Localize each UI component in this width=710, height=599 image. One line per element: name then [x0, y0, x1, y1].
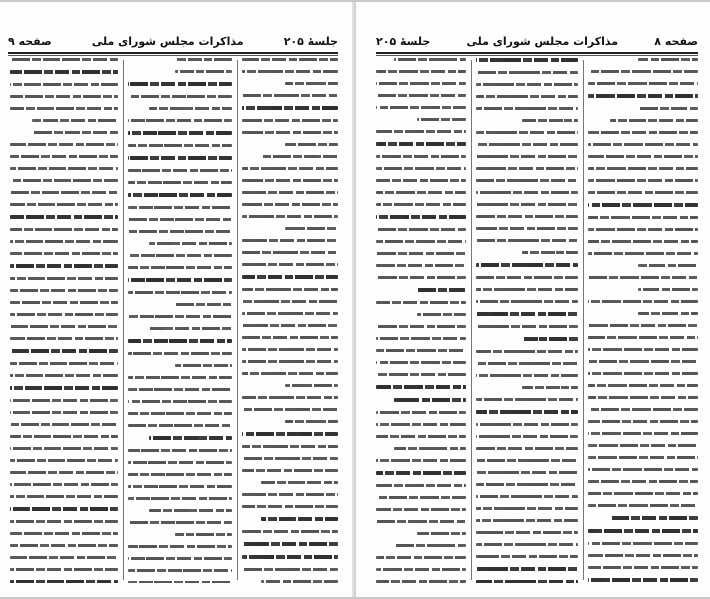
text-line [476, 519, 578, 522]
text-line [476, 567, 578, 571]
text-line [10, 471, 118, 474]
text-line [638, 264, 699, 267]
text-line [128, 497, 232, 500]
text-line [476, 507, 578, 510]
text-line [476, 167, 578, 170]
text-line [588, 203, 698, 207]
text-line [476, 239, 578, 242]
text-line [128, 206, 232, 209]
text-line [175, 58, 232, 61]
text-line [285, 82, 338, 85]
text-line [588, 432, 698, 435]
text-line [376, 94, 466, 97]
text-line [376, 240, 466, 243]
text-line [376, 520, 466, 523]
text-line [285, 143, 338, 146]
text-line [638, 312, 699, 315]
right-column-divider-1 [583, 60, 584, 580]
text-line [376, 496, 466, 499]
text-line [588, 167, 698, 170]
left-page [0, 0, 354, 599]
text-line [10, 544, 118, 547]
text-line [10, 411, 118, 414]
left-column-divider-2 [123, 60, 124, 580]
text-line [376, 70, 466, 73]
text-line [128, 278, 232, 282]
text-line [376, 508, 466, 511]
text-line [10, 191, 118, 194]
text-line [242, 94, 338, 97]
text-line [610, 516, 698, 520]
text-line [128, 181, 232, 184]
left-page-column-left [10, 58, 118, 583]
text-line [376, 580, 466, 583]
text-line [128, 473, 232, 476]
text-line [10, 580, 118, 583]
text-line [417, 532, 467, 535]
text-line [588, 542, 698, 545]
text-line [242, 348, 338, 351]
text-line [242, 432, 338, 436]
text-line [32, 119, 118, 122]
text-line [638, 107, 699, 110]
text-line [394, 447, 466, 450]
text-line [417, 118, 467, 121]
text-line [10, 70, 118, 74]
text-line [242, 530, 338, 533]
text-line [10, 399, 118, 402]
text-line [610, 119, 698, 122]
text-line [376, 325, 466, 328]
text-line [376, 435, 466, 438]
text-line [10, 289, 118, 292]
text-line [128, 461, 232, 464]
left-page-column-middle [128, 58, 232, 583]
text-line [10, 155, 118, 158]
text-line [376, 179, 466, 182]
text-line [10, 83, 118, 86]
text-line [242, 203, 338, 206]
text-line [476, 459, 578, 462]
text-line [10, 362, 118, 365]
text-line [376, 361, 466, 364]
text-line [476, 435, 578, 438]
text-line [588, 131, 698, 134]
text-line [10, 179, 118, 182]
text-line [128, 569, 232, 572]
text-line [376, 301, 466, 304]
text-line [588, 240, 698, 243]
text-line [242, 324, 338, 327]
right-header-rule [376, 52, 698, 54]
text-line [10, 386, 118, 390]
text-line [376, 215, 466, 219]
text-line [128, 376, 232, 379]
text-line [10, 301, 118, 304]
text-line [476, 300, 578, 303]
text-line [10, 107, 118, 110]
text-line [476, 580, 578, 583]
text-line [476, 276, 578, 279]
text-line [10, 240, 118, 243]
text-line [10, 325, 118, 328]
left-header-rule [8, 52, 338, 54]
text-line [128, 400, 232, 403]
text-line [476, 447, 578, 450]
text-line [261, 580, 338, 583]
text-line [10, 520, 118, 523]
text-line [242, 469, 338, 472]
text-line [588, 554, 698, 557]
text-line [376, 411, 466, 414]
text-line [128, 485, 232, 488]
text-line [10, 435, 118, 438]
text-line [588, 384, 698, 387]
right-column-divider-2 [471, 60, 472, 580]
text-line [10, 264, 118, 268]
text-line [128, 254, 232, 257]
text-line [10, 337, 118, 340]
text-line [10, 495, 118, 498]
text-line [128, 95, 232, 98]
text-line [376, 276, 466, 279]
text-line [128, 521, 232, 524]
text-line [394, 544, 466, 547]
text-line [128, 230, 232, 233]
text-line [128, 449, 232, 452]
text-line [476, 58, 578, 62]
text-line [376, 155, 466, 158]
left-header-rule-thin [8, 55, 338, 56]
text-line [588, 191, 698, 194]
text-line [476, 71, 578, 74]
text-line [242, 275, 338, 279]
text-line [128, 131, 232, 135]
text-line [376, 264, 466, 267]
right-page [356, 0, 710, 599]
text-line [588, 408, 698, 411]
text-line [476, 325, 578, 328]
text-line [242, 445, 338, 448]
text-line [588, 324, 698, 327]
text-line [638, 58, 699, 61]
text-line [128, 193, 232, 197]
text-line [376, 130, 466, 133]
text-line [376, 459, 466, 462]
text-line [588, 276, 698, 279]
text-line [242, 505, 338, 508]
text-line [242, 167, 338, 170]
text-line [10, 459, 118, 462]
text-line [376, 142, 466, 146]
text-line [10, 313, 118, 316]
text-line [476, 350, 578, 353]
text-line [588, 360, 698, 363]
text-line [476, 179, 578, 182]
text-line [417, 288, 467, 292]
text-line [242, 119, 338, 122]
text-line [261, 517, 338, 521]
text-line [376, 82, 466, 85]
text-line [376, 385, 466, 389]
text-line [476, 83, 578, 86]
text-line [128, 169, 232, 172]
text-line [476, 410, 578, 414]
text-line [376, 556, 466, 559]
text-line [476, 143, 578, 146]
text-line [476, 362, 578, 365]
text-line [242, 408, 338, 411]
text-line [242, 179, 338, 182]
text-line [10, 203, 118, 206]
text-line [10, 143, 118, 146]
text-line [588, 348, 698, 351]
text-line [10, 556, 118, 559]
text-line [128, 119, 232, 122]
text-line [10, 507, 118, 511]
text-line [522, 251, 578, 254]
text-line [285, 384, 338, 387]
text-line [588, 566, 698, 569]
text-line [10, 349, 118, 353]
text-line [476, 543, 578, 546]
text-line [242, 568, 338, 571]
text-line [376, 252, 466, 255]
text-line [476, 203, 578, 206]
right-page-column-right [588, 58, 698, 583]
text-line [376, 106, 466, 109]
text-line [476, 423, 578, 426]
text-line [522, 119, 578, 122]
text-line [128, 315, 232, 318]
text-line [417, 313, 467, 316]
text-line [149, 436, 232, 440]
text-line [588, 82, 698, 85]
text-line [149, 242, 232, 245]
text-line [394, 398, 466, 402]
text-line [128, 218, 232, 221]
text-line [376, 337, 466, 340]
text-line [588, 420, 698, 423]
text-line [149, 107, 232, 110]
text-line [638, 288, 699, 291]
text-line [522, 337, 578, 341]
text-line [10, 532, 118, 535]
text-line [588, 252, 698, 255]
text-line [128, 424, 232, 427]
text-line [476, 107, 578, 110]
text-line [476, 531, 578, 534]
text-line [261, 155, 338, 158]
text-line [128, 557, 232, 560]
text-line [588, 143, 698, 146]
left-page-label: صفحه ۹ [8, 34, 52, 48]
text-line [476, 227, 578, 230]
left-session-number: جلسهٔ ۲۰۵ [283, 34, 338, 48]
text-line [242, 239, 338, 242]
text-line [128, 581, 232, 583]
text-line [242, 555, 338, 559]
text-line [242, 300, 338, 303]
left-session-title: مذاکرات مجلس شورای ملی [91, 34, 244, 48]
text-line [588, 179, 698, 182]
text-line [128, 388, 232, 391]
text-line [285, 420, 338, 423]
text-line [242, 542, 338, 546]
text-line [242, 396, 338, 399]
text-line [242, 215, 338, 218]
text-line [588, 578, 698, 582]
text-line [128, 412, 232, 415]
text-line [149, 327, 232, 330]
text-line [128, 291, 232, 294]
text-line [242, 131, 338, 134]
text-line [10, 423, 118, 426]
right-page-label: صفحه ۸ [654, 34, 698, 48]
text-line [128, 352, 232, 355]
text-line [588, 504, 698, 507]
text-line [476, 555, 578, 558]
text-line [588, 155, 698, 158]
text-line [175, 533, 232, 536]
text-line [522, 386, 578, 389]
text-line [376, 568, 466, 571]
text-line [588, 228, 698, 231]
text-line [588, 94, 698, 98]
text-line [476, 288, 578, 291]
text-line [376, 349, 466, 352]
text-line [242, 312, 338, 315]
text-line [588, 216, 698, 219]
text-line [376, 471, 466, 475]
text-line [128, 266, 232, 269]
text-line [376, 191, 466, 194]
text-line [261, 481, 338, 484]
right-header-rule-thin [376, 55, 698, 56]
text-line [588, 529, 698, 533]
text-line [128, 144, 232, 147]
text-line [10, 447, 118, 450]
right-page-header [376, 30, 698, 52]
text-line [175, 303, 232, 306]
text-line [242, 372, 338, 375]
text-line [10, 228, 118, 231]
right-page-column-middle [476, 58, 578, 583]
text-line [10, 215, 118, 219]
text-line [588, 444, 698, 447]
text-line [242, 191, 338, 194]
text-line [10, 568, 118, 571]
text-line [588, 480, 698, 483]
text-line [376, 373, 466, 376]
text-line [149, 509, 232, 512]
text-line [476, 131, 578, 134]
text-line [10, 167, 118, 170]
text-line [242, 360, 338, 363]
text-line [242, 336, 338, 339]
text-line [476, 95, 578, 98]
text-line [242, 493, 338, 496]
text-line [285, 227, 338, 230]
text-line [128, 339, 232, 343]
text-line [242, 58, 338, 61]
text-line [242, 70, 338, 73]
text-line [588, 468, 698, 471]
text-line [10, 252, 118, 255]
text-line [394, 58, 466, 61]
text-line [588, 336, 698, 339]
text-line [32, 131, 118, 134]
text-line [588, 396, 698, 399]
text-line [476, 191, 578, 194]
text-line [588, 456, 698, 459]
text-line [128, 156, 232, 160]
text-line [10, 374, 118, 377]
scan-edge-top [0, 0, 710, 2]
text-line [376, 423, 466, 426]
text-line [128, 82, 232, 86]
text-line [376, 203, 466, 206]
text-line [128, 545, 232, 548]
text-line [588, 300, 698, 303]
text-line [10, 277, 118, 280]
text-line [588, 372, 698, 375]
text-line [476, 398, 578, 401]
text-line [476, 495, 578, 498]
text-line [10, 483, 118, 486]
text-line [242, 263, 338, 266]
left-column-divider-1 [237, 60, 238, 580]
left-page-column-right [242, 58, 338, 583]
right-session-number: جلسهٔ ۲۰۵ [376, 34, 431, 48]
text-line [242, 251, 338, 254]
text-line [376, 228, 466, 231]
text-line [175, 364, 232, 367]
text-line [242, 106, 338, 110]
text-line [588, 492, 698, 495]
text-line [10, 58, 118, 61]
text-line [476, 215, 578, 218]
text-line [10, 95, 118, 98]
text-line [175, 70, 232, 73]
text-line [242, 457, 338, 460]
left-page-header [8, 30, 338, 52]
text-line [476, 471, 578, 474]
text-line [476, 155, 578, 158]
text-line [476, 483, 578, 486]
right-session-title: مذاکرات مجلس شورای ملی [466, 34, 619, 48]
text-line [476, 263, 578, 267]
text-line [242, 288, 338, 291]
right-page-column-left [376, 58, 466, 583]
text-line [476, 312, 578, 316]
text-line [588, 70, 698, 73]
text-line [376, 167, 466, 170]
text-line [376, 484, 466, 487]
text-line [476, 374, 578, 377]
